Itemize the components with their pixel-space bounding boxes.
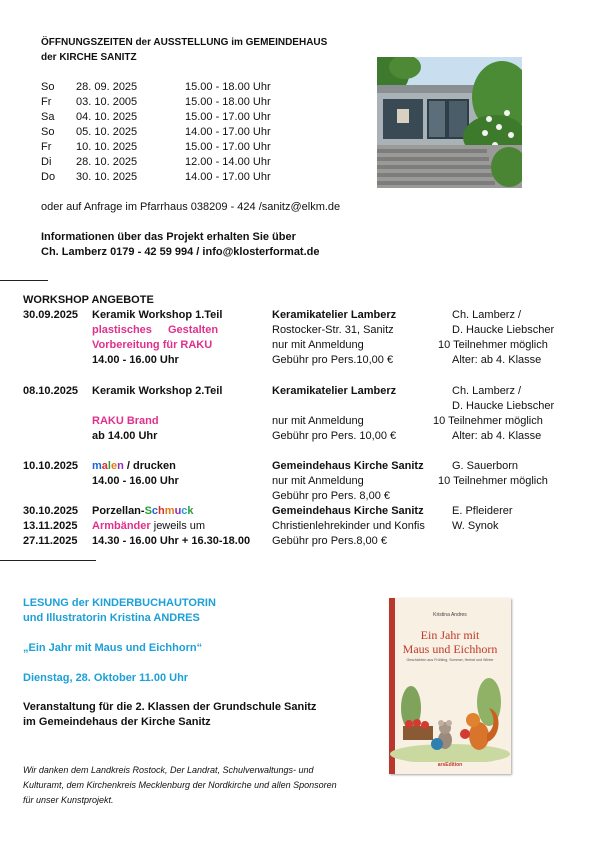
colored-letter: n — [117, 460, 124, 472]
request-line: oder auf Anfrage im Pfarrhaus 038209 - 424 /sanitz@elkm.de — [41, 201, 341, 213]
colored-letter: u — [174, 505, 182, 517]
hours-day: Do — [41, 171, 56, 183]
w3-title — [92, 460, 176, 472]
w2-venue: Keramikatelier Lamberz — [272, 385, 397, 397]
w3-colored-word — [92, 460, 124, 472]
info-line-2: Ch. Lamberz 0179 - 42 59 994 / info@klosterformat.de — [41, 246, 320, 258]
book-publisher: arsEdition — [437, 762, 463, 768]
w1-age: Alter: ab 4. Klasse — [452, 354, 542, 366]
hours-day: So — [41, 81, 55, 93]
w3-lead: G. Sauerborn — [452, 460, 519, 472]
reading-event-1: Veranstaltung für die 2. Klassen der Grundschule Sanitz — [23, 701, 317, 713]
w4-venue: Gemeindehaus Kirche Sanitz — [272, 505, 424, 517]
colored-letter: S — [144, 505, 152, 517]
info-line-1: Informationen über das Projekt erhalten Sie über — [41, 231, 296, 243]
hours-time: 15.00 - 17.00 Uhr — [185, 111, 271, 123]
w1-venue: Keramikatelier Lamberz — [272, 309, 397, 321]
w4-colored-word — [145, 505, 194, 517]
book-author: Kristina Andres — [433, 612, 467, 618]
colored-letter: c — [181, 505, 188, 517]
colored-letter: e — [110, 460, 118, 472]
hours-day: So — [41, 126, 55, 138]
book-illustration — [389, 668, 511, 762]
hours-date: 10. 10. 2025 — [76, 141, 138, 153]
w2-participants: 10 Teilnehmer möglich — [433, 415, 543, 427]
gemeindehaus-photo — [377, 57, 522, 188]
w4-line-2 — [92, 520, 205, 532]
hours-day: Fr — [41, 141, 52, 153]
w3-participants: 10 Teilnehmer möglich — [438, 475, 548, 487]
w3-registration: nur mit Anmeldung — [272, 475, 364, 487]
hours-date: 30. 10. 2025 — [76, 171, 138, 183]
thanks-text — [23, 763, 337, 808]
hours-day: Sa — [41, 111, 55, 123]
w4-date-3: 27.11.2025 — [23, 535, 78, 547]
w2-registration: nur mit Anmeldung — [272, 415, 364, 427]
book-subtitle: Geschichten aus Frühling, Sommer, Herbst und Winter — [406, 658, 494, 662]
reading-line-1: LESUNG der KINDERBUCHAUTORIN — [23, 597, 216, 609]
colored-letter: k — [187, 505, 194, 517]
hours-day: Fr — [41, 96, 52, 108]
w1-sub1a: plastisches — [92, 324, 152, 336]
colored-letter: m — [164, 505, 175, 517]
w4-lead-1: E. Pfleiderer — [452, 505, 513, 517]
w4-date-2: 13.11.2025 — [23, 520, 78, 532]
book-title-2: Maus und Eichhorn — [402, 642, 498, 656]
hours-day: Di — [41, 156, 52, 168]
colored-letter: m — [92, 460, 102, 472]
hours-time: 15.00 - 18.00 Uhr — [185, 96, 271, 108]
hours-time: 12.00 - 14.00 Uhr — [185, 156, 271, 168]
w4-line2-rest: jeweils um — [150, 520, 206, 532]
thanks-line: Wir danken dem Landkreis Rostock, Der Landrat, Schulverwaltungs- und — [23, 765, 314, 775]
hours-time: 14.00 - 17.00 Uhr — [185, 171, 271, 183]
w1-date: 30.09.2025 — [23, 309, 79, 321]
w4-title-a: Porzellan- — [92, 505, 145, 517]
w4-lead-2: W. Synok — [452, 520, 499, 532]
hours-date: 03. 10. 2005 — [76, 96, 138, 108]
w1-participants: 10 Teilnehmer möglich — [438, 339, 548, 351]
reading-line-2: und Illustratorin Kristina ANDRES — [23, 612, 200, 624]
reading-event-2: im Gemeindehaus der Kirche Sanitz — [23, 716, 211, 728]
w1-fee: Gebühr pro Pers.10,00 € — [272, 354, 394, 366]
w4-date-1: 30.10.2025 — [23, 505, 79, 517]
w3-title-rest: / drucken — [123, 460, 176, 472]
divider-1 — [0, 280, 48, 281]
reading-date: Dienstag, 28. Oktober 11.00 Uhr — [23, 672, 189, 684]
header-line-2: der KIRCHE SANITZ — [41, 52, 137, 63]
hours-time: 14.00 - 17.00 Uhr — [185, 126, 271, 138]
w1-address: Rostocker-Str. 31, Sanitz — [272, 324, 394, 336]
w1-lead-2: D. Haucke Liebscher — [452, 324, 555, 336]
thanks-line: für unser Kunstprojekt. — [23, 795, 114, 805]
w4-armbaender: Armbänder — [92, 520, 151, 532]
w4-fee: Gebühr pro Pers.8,00 € — [272, 535, 387, 547]
hours-date: 28. 09. 2025 — [76, 81, 138, 93]
w2-age: Alter: ab 4. Klasse — [452, 430, 542, 442]
book-cover-image — [389, 598, 511, 774]
colored-letter: l — [107, 460, 111, 472]
thanks-line: Kulturamt, dem Kirchenkreis Mecklenburg der Nordkirche und allen Sponsoren — [23, 780, 337, 790]
hours-date: 28. 10. 2025 — [76, 156, 138, 168]
w1-sub1b: Gestalten — [168, 324, 219, 336]
book-title-1: Ein Jahr mit — [420, 628, 480, 642]
w4-line-3: 14.30 - 16.00 Uhr + 16.30-18.00 — [92, 535, 251, 547]
w2-time: ab 14.00 Uhr — [92, 430, 158, 442]
w3-time: 14.00 - 16.00 Uhr — [92, 475, 179, 487]
w2-lead-2: D. Haucke Liebscher — [452, 400, 555, 412]
hours-date: 04. 10. 2025 — [76, 111, 138, 123]
w3-fee: Gebühr pro Pers. 8,00 € — [272, 490, 391, 502]
workshops-heading: WORKSHOP ANGEBOTE — [23, 294, 154, 306]
w1-title: Keramik Workshop 1.Teil — [92, 309, 223, 321]
colored-letter: h — [158, 505, 165, 517]
w2-fee: Gebühr pro Pers. 10,00 € — [272, 430, 397, 442]
w4-audience: Christienlehrekinder und Konfis — [272, 520, 425, 532]
w1-lead-1: Ch. Lamberz / — [452, 309, 522, 321]
reading-title: „Ein Jahr mit Maus und Eichhorn“ — [23, 642, 203, 654]
w4-title — [92, 505, 194, 517]
w3-venue: Gemeindehaus Kirche Sanitz — [272, 460, 424, 472]
w1-sub2: Vorbereitung für RAKU — [92, 339, 213, 351]
colored-letter: a — [101, 460, 108, 472]
w2-date: 08.10.2025 — [23, 385, 79, 397]
divider-2 — [0, 560, 96, 561]
header-line-1: ÖFFNUNGSZEITEN der AUSSTELLUNG im GEMEINDEHAUS — [41, 37, 328, 48]
w2-sub: RAKU Brand — [92, 415, 159, 427]
w2-title: Keramik Workshop 2.Teil — [92, 385, 223, 397]
w2-lead-1: Ch. Lamberz / — [452, 385, 522, 397]
hours-time: 15.00 - 17.00 Uhr — [185, 141, 271, 153]
colored-letter: c — [151, 505, 159, 517]
w1-registration: nur mit Anmeldung — [272, 339, 364, 351]
hours-time: 15.00 - 18.00 Uhr — [185, 81, 271, 93]
w1-time: 14.00 - 16.00 Uhr — [92, 354, 179, 366]
hours-date: 05. 10. 2025 — [76, 126, 138, 138]
w3-date: 10.10.2025 — [23, 460, 79, 472]
